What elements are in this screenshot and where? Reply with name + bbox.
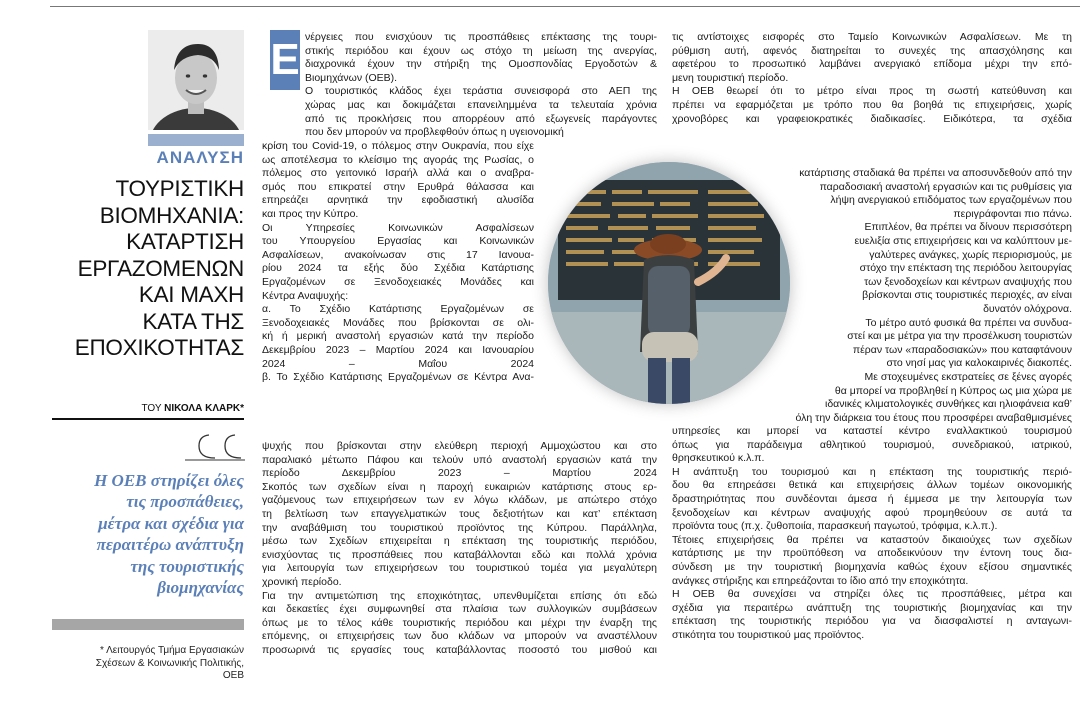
text-line: χρονοβόρες και γραφειοκρατικές διαδικασίες. Ειδικότερα, τα σχέδια: [672, 112, 1072, 125]
text-line: προσωρινά τις εργασίες τους καταβάλλοντας ποσοστό του μισθού και: [262, 643, 657, 656]
text-line: αφετέρου το προσωπικό λαμβάνει ανεργιακό επίδομα μέχρι την επό-: [672, 58, 1072, 71]
text-line: α. Το Σχέδιο Κατάρτισης Εργαζομένων σε: [262, 303, 534, 316]
column-2-bottom: [672, 425, 1072, 643]
pull-quote-line: μέτρα και σχέδια για: [98, 513, 244, 533]
text-line: διαχρονικά έχουν την στήριξη της Ομοσπονδίας Εργοδοτών &: [305, 58, 657, 71]
byline-prefix: ΤΟΥ: [141, 403, 162, 414]
author-note-line: ΟΕΒ: [222, 670, 244, 681]
text-line: στεί και με μέτρα για την προσέλκυση τουριστών: [847, 330, 1072, 343]
pull-quote-line: βιομηχανίας: [157, 578, 244, 598]
text-line: Εργαζομένων σε Ξενοδοχειακές Μονάδες και: [262, 275, 534, 288]
text-line: περίοδο Δεκεμβρίου 2023 – Μαρτίου 2024: [262, 467, 657, 480]
text-line: τη βελτίωση των επαγγελματικών τους δεξιοτήτων και κατ’ επέκταση: [262, 507, 657, 520]
column-1-middle: [262, 140, 534, 385]
pull-quote-rule: [52, 619, 244, 630]
text-line: σύνδεση με την τουριστική βιομηχανία καθώς έχουν εξίσου σημαντικές: [672, 560, 1072, 573]
headline-line: ΚΑΤΑ ΤΗΣ: [142, 308, 244, 334]
text-line: Για την αντιμετώπιση της εποχικότητας, υπενθυμίζεται επίσης ότι εδώ: [262, 589, 657, 602]
drop-cap: [270, 30, 300, 90]
headline-line: ΕΡΓΑΖΟΜΕΝΩΝ: [77, 255, 244, 281]
drop-cap-letter: Ε: [270, 35, 300, 84]
text-line: Ο τουριστικός κλάδος έχει τεράστια συνεισφορά στο ΑΕΠ της: [305, 85, 657, 98]
text-line: τις αντίστοιχες εισφορές στο Ταμείο Κοινωνικών Ασφαλίσεων. Με τη: [672, 31, 1072, 43]
text-line: Η ΟΕΒ θα συνεχίσει να στηρίζει όλες τις προσπάθειες, μέτρα και: [672, 588, 1072, 601]
text-line: σχέδια για περαιτέρω ανάπτυξη της τουριστικής βιομηχανίας και την: [672, 601, 1072, 614]
text-line: στικότητα του τουριστικού μας προϊόντος.: [672, 628, 865, 641]
text-line: Ασφαλίσεων, ανακοίνωσαν στις 17 Ιανουα-: [262, 248, 534, 261]
text-line: πρέπει να εφαρμόζεται με τρόπο που θα βοηθά τις επιχειρήσεις, χωρίς: [672, 98, 1072, 111]
text-line: ως αποτέλεσμα το κλείσιμο της αγοράς της Ρωσίας, ο: [262, 153, 534, 166]
text-line: ξενοδοχείων και κέντρων αναψυχής αφού προμηθεύουν σε αυτά τα: [672, 506, 1072, 519]
text-line: παραλιακό μέτωπο Πάφου και τελούν υπό αναστολή εργασιών κατά την: [262, 453, 657, 466]
pull-quote: [52, 470, 244, 598]
text-line: όπως με το τέλος κάθε τουριστικής περιόδου και μέχρι την έναρξη της: [262, 616, 657, 629]
text-line: του Υπουργείου Εργασίας και Κοινωνικών: [262, 235, 534, 248]
text-line: προϊόντα τους (π.χ. ζυθοποιία, παρασκευή παγωτού, τρόφιμα, κ.λ.π.).: [672, 520, 998, 533]
text-line: από τις προκλήσεις που απορρέουν από εξωγενείς παράγοντες: [305, 112, 657, 125]
headline-line: ΤΟΥΡΙΣΤΙΚΗ: [115, 176, 244, 201]
text-line: που δεν μπορούν να προβλεφθούν όπως η υγειονομική: [305, 126, 564, 139]
text-line: γαζόμενους των επιχειρήσεων των εν λόγω κλάδων, με απώτερο στόχο: [262, 494, 657, 507]
text-line: παραδοσιακή αναστολή εργασιών και τις ρυθμίσεις για: [819, 180, 1072, 193]
byline-author: ΝΙΚΟΛΑ ΚΛΑΡΚ*: [164, 403, 244, 414]
text-line: επηρεάζει αρνητικά την εφοδιαστική αλυσίδα: [262, 194, 534, 207]
text-line: όλη την διάρκεια του έτους που προσφέρει αναβαθμισμένες: [795, 411, 1072, 424]
text-line: Βιομηχάνων (ΟΕΒ).: [305, 71, 398, 84]
text-line: Το μέτρο αυτό φυσικά θα πρέπει να συνδυα-: [865, 316, 1072, 329]
text-line: ρίου 2024 τα εξής δύο Σχέδια Κατάρτισης: [262, 262, 534, 275]
text-line: περιγράφονται πιο πάνω.: [953, 207, 1072, 220]
text-line: Δεκεμβρίου 2023 – Μαρτίου 2024 και Ιανουαρίου: [262, 343, 534, 356]
pull-quote-line: Η ΟΕΒ στηρίζει όλες: [94, 471, 244, 490]
text-line: δου θα επηρεάσει θετικά και επιχειρήσεις άλλων τομέων οικονομικής: [672, 479, 1072, 492]
top-rule: [50, 6, 1080, 7]
quote-mark-icon: [185, 432, 245, 462]
text-line: θρησκευτικού κ.λ.π.: [672, 452, 765, 465]
text-line: και δεκαετίες έχει συμφωνηθεί στα πλαίσια των συλλογικών συμβάσεων: [262, 603, 657, 616]
text-line: χώρας μας και δοκιμάζεται επανειλημμένα τα τελευταία χρόνια: [305, 98, 657, 111]
text-line: θα μπορεί να προβληθεί η Κύπρος ως μια χώρα με: [834, 384, 1072, 397]
headline: [44, 176, 244, 362]
text-line: Σκοπός των σχεδίων είναι η παροχή ευκαιριών κατάρτισης στους ερ-: [262, 480, 657, 493]
author-note-line: * Λειτουργός Τμήμα Εργασιακών: [99, 645, 244, 656]
column-1-bottom: [262, 440, 657, 658]
text-line: δραστηριότητας που συνδέονται άμεσα ή έμμεσα με την λειτουργία των: [672, 492, 1072, 505]
text-line: γαλύτερες ανάγκες, χωρίς περιορισμούς, με: [869, 248, 1072, 261]
text-line: για λειτουργία των επιχειρήσεων του τουριστικού τομέα για μεγαλύτερη: [262, 562, 657, 575]
text-line: σμός που επικρατεί στην Ερυθρά θάλασσα και: [262, 180, 534, 193]
headline-line: ΚΑΤΑΡΤΙΣΗ: [126, 229, 244, 254]
headline-line: ΕΠΟΧΙΚΟΤΗΤΑΣ: [74, 335, 244, 360]
pull-quote-line: τις προσπάθειες,: [126, 492, 244, 512]
text-line: Η ΟΕΒ θεωρεί ότι το μέτρο είναι προς τη σωστή κατεύθυνση και: [672, 85, 1072, 98]
text-line: όπως για παράδειγμα αθλητικού τουρισμού, συνεδριακού, ιατρικού,: [672, 438, 1072, 451]
pull-quote-line: περαιτέρω ανάπτυξη: [96, 535, 244, 555]
text-line: μέσω των Σχεδίων επιχειρείται η επέκταση της τουριστικής περιόδου,: [262, 535, 657, 548]
text-line: Τέτοιες επιχειρήσεις θα πρέπει να καταστούν δικαιούχες των σχεδίων: [672, 533, 1072, 546]
text-line: κή ή μερική αναστολή εργασιών κατά την περίοδο: [262, 330, 534, 343]
text-line: Ξενοδοχειακές Μονάδες που βρίσκονται σε ολι-: [262, 316, 534, 329]
text-line: λήψη ανεργιακού επιδόματος των εργαζομένων που: [830, 194, 1072, 207]
column-2-top: [672, 31, 1072, 126]
byline-rule: [52, 418, 244, 420]
author-note: [52, 645, 244, 683]
text-line: ψυχής που βρίσκονται στην ελεύθερη περιοχή Αμμοχώστου και στο: [262, 440, 657, 452]
author-note-line: Σχέσεων & Κοινωνικής Πολιτικής,: [95, 657, 244, 669]
text-line: Κέντρα Αναψυχής:: [262, 289, 349, 302]
text-line: Επιπλέον, θα πρέπει να δίνουν περισσότερη: [864, 221, 1072, 234]
text-line: κρίση του Covid-19, ο πόλεμος στην Ουκρανία, που είχε: [262, 140, 534, 152]
text-line: επόμενης, οι επιχειρήσεις των δυο κλάδων να μπορούν να αναστέλλουν: [262, 630, 657, 643]
text-line: δυνατόν ολόχρονα.: [983, 302, 1072, 315]
text-line: ανάγκες στήριξης και επηρεάζονται το ίδιο από την εποχικότητα.: [672, 574, 969, 587]
headline-line: ΚΑΙ ΜΑΧΗ: [138, 282, 244, 307]
text-line: μενη τουριστική περίοδο.: [672, 71, 789, 84]
section-tag-bar: [148, 134, 244, 146]
text-line: ενισχύοντας τις προσπάθειες που καταβάλλονται εδώ και πολλά χρόνια: [262, 548, 657, 561]
text-line: υπηρεσίες και μπορεί να καταστεί κέντρο εναλλακτικού τουρισμού: [672, 425, 1072, 437]
text-line: 2024 – Μαΐου 2024: [262, 357, 534, 370]
text-line: στο νησί μας για καλοκαιρινές διακοπές.: [886, 357, 1072, 370]
pull-quote-line: της τουριστικής: [130, 556, 244, 576]
text-line: στικής περιόδου και έχουν ως στόχο τη μείωση της ανεργίας,: [305, 44, 657, 57]
byline: [52, 403, 244, 414]
text-line: των ξενοδοχείων και κέντρων αναψυχής που: [864, 275, 1072, 288]
author-portrait: [148, 30, 244, 130]
text-line: στόχο την επέκταση της περιόδου λειτουργίας: [859, 262, 1072, 275]
text-line: επέκταση της τουριστικής περιόδου για να διασφαλιστεί η ανταγωνι-: [672, 615, 1072, 628]
text-line: Η ανάπτυξη του τουρισμού και η επέκταση της τουριστικής περιό-: [672, 465, 1072, 478]
traveler-photo: [548, 162, 790, 404]
text-line: ευελιξία στις επιχειρήσεις και να καλύπτουν με-: [854, 234, 1072, 247]
text-line: πέραν των «παραδοσιακών» που καταφτάνουν: [852, 343, 1072, 356]
text-line: βρίσκονται στις τουριστικές περιοχές, αν είναι: [862, 289, 1072, 302]
text-line: κατάρτισης με την προϋπόθεση να αποδεικνύουν την έντονη τους δια-: [672, 547, 1072, 560]
section-tag: ΑΝΑΛΥΣΗ: [156, 148, 244, 167]
text-line: Με στοχευμένες εκστρατείες σε ξένες αγορές: [864, 370, 1072, 383]
text-line: νέργειες που ενισχύουν τις προσπάθειες επέκτασης της τουρι-: [305, 31, 657, 43]
column-1-top: [305, 31, 657, 140]
text-line: ιδανικές κλιματολογικές συνθήκες και ηλιοφάνεια καθ’: [824, 398, 1072, 411]
text-line: β. Το Σχέδιο Κατάρτισης Εργαζομένων σε Κέντρα Ανα-: [262, 371, 534, 384]
text-line: Οι Υπηρεσίες Κοινωνικών Ασφαλίσεων: [262, 221, 534, 234]
headline-line: ΒΙΟΜΗΧΑΝΙΑ:: [99, 202, 244, 228]
text-line: και προς την Κύπρο.: [262, 207, 359, 220]
text-line: πόλεμος στο γειτονικό Ισραήλ αλλά και ο αναβρα-: [262, 167, 534, 180]
text-line: κατάρτισης σταδιακά θα πρέπει να αποσυνδεθούν από την: [799, 167, 1072, 179]
text-line: χρονική περίοδο.: [262, 575, 342, 588]
text-line: ρύθμιση αυτή, αφενός διατηρείται το συνεχές της απασχόλησης και: [672, 44, 1072, 57]
text-line: την αναβάθμιση του τουριστικού προϊόντος της Κύπρου. Παράλληλα,: [262, 521, 657, 534]
